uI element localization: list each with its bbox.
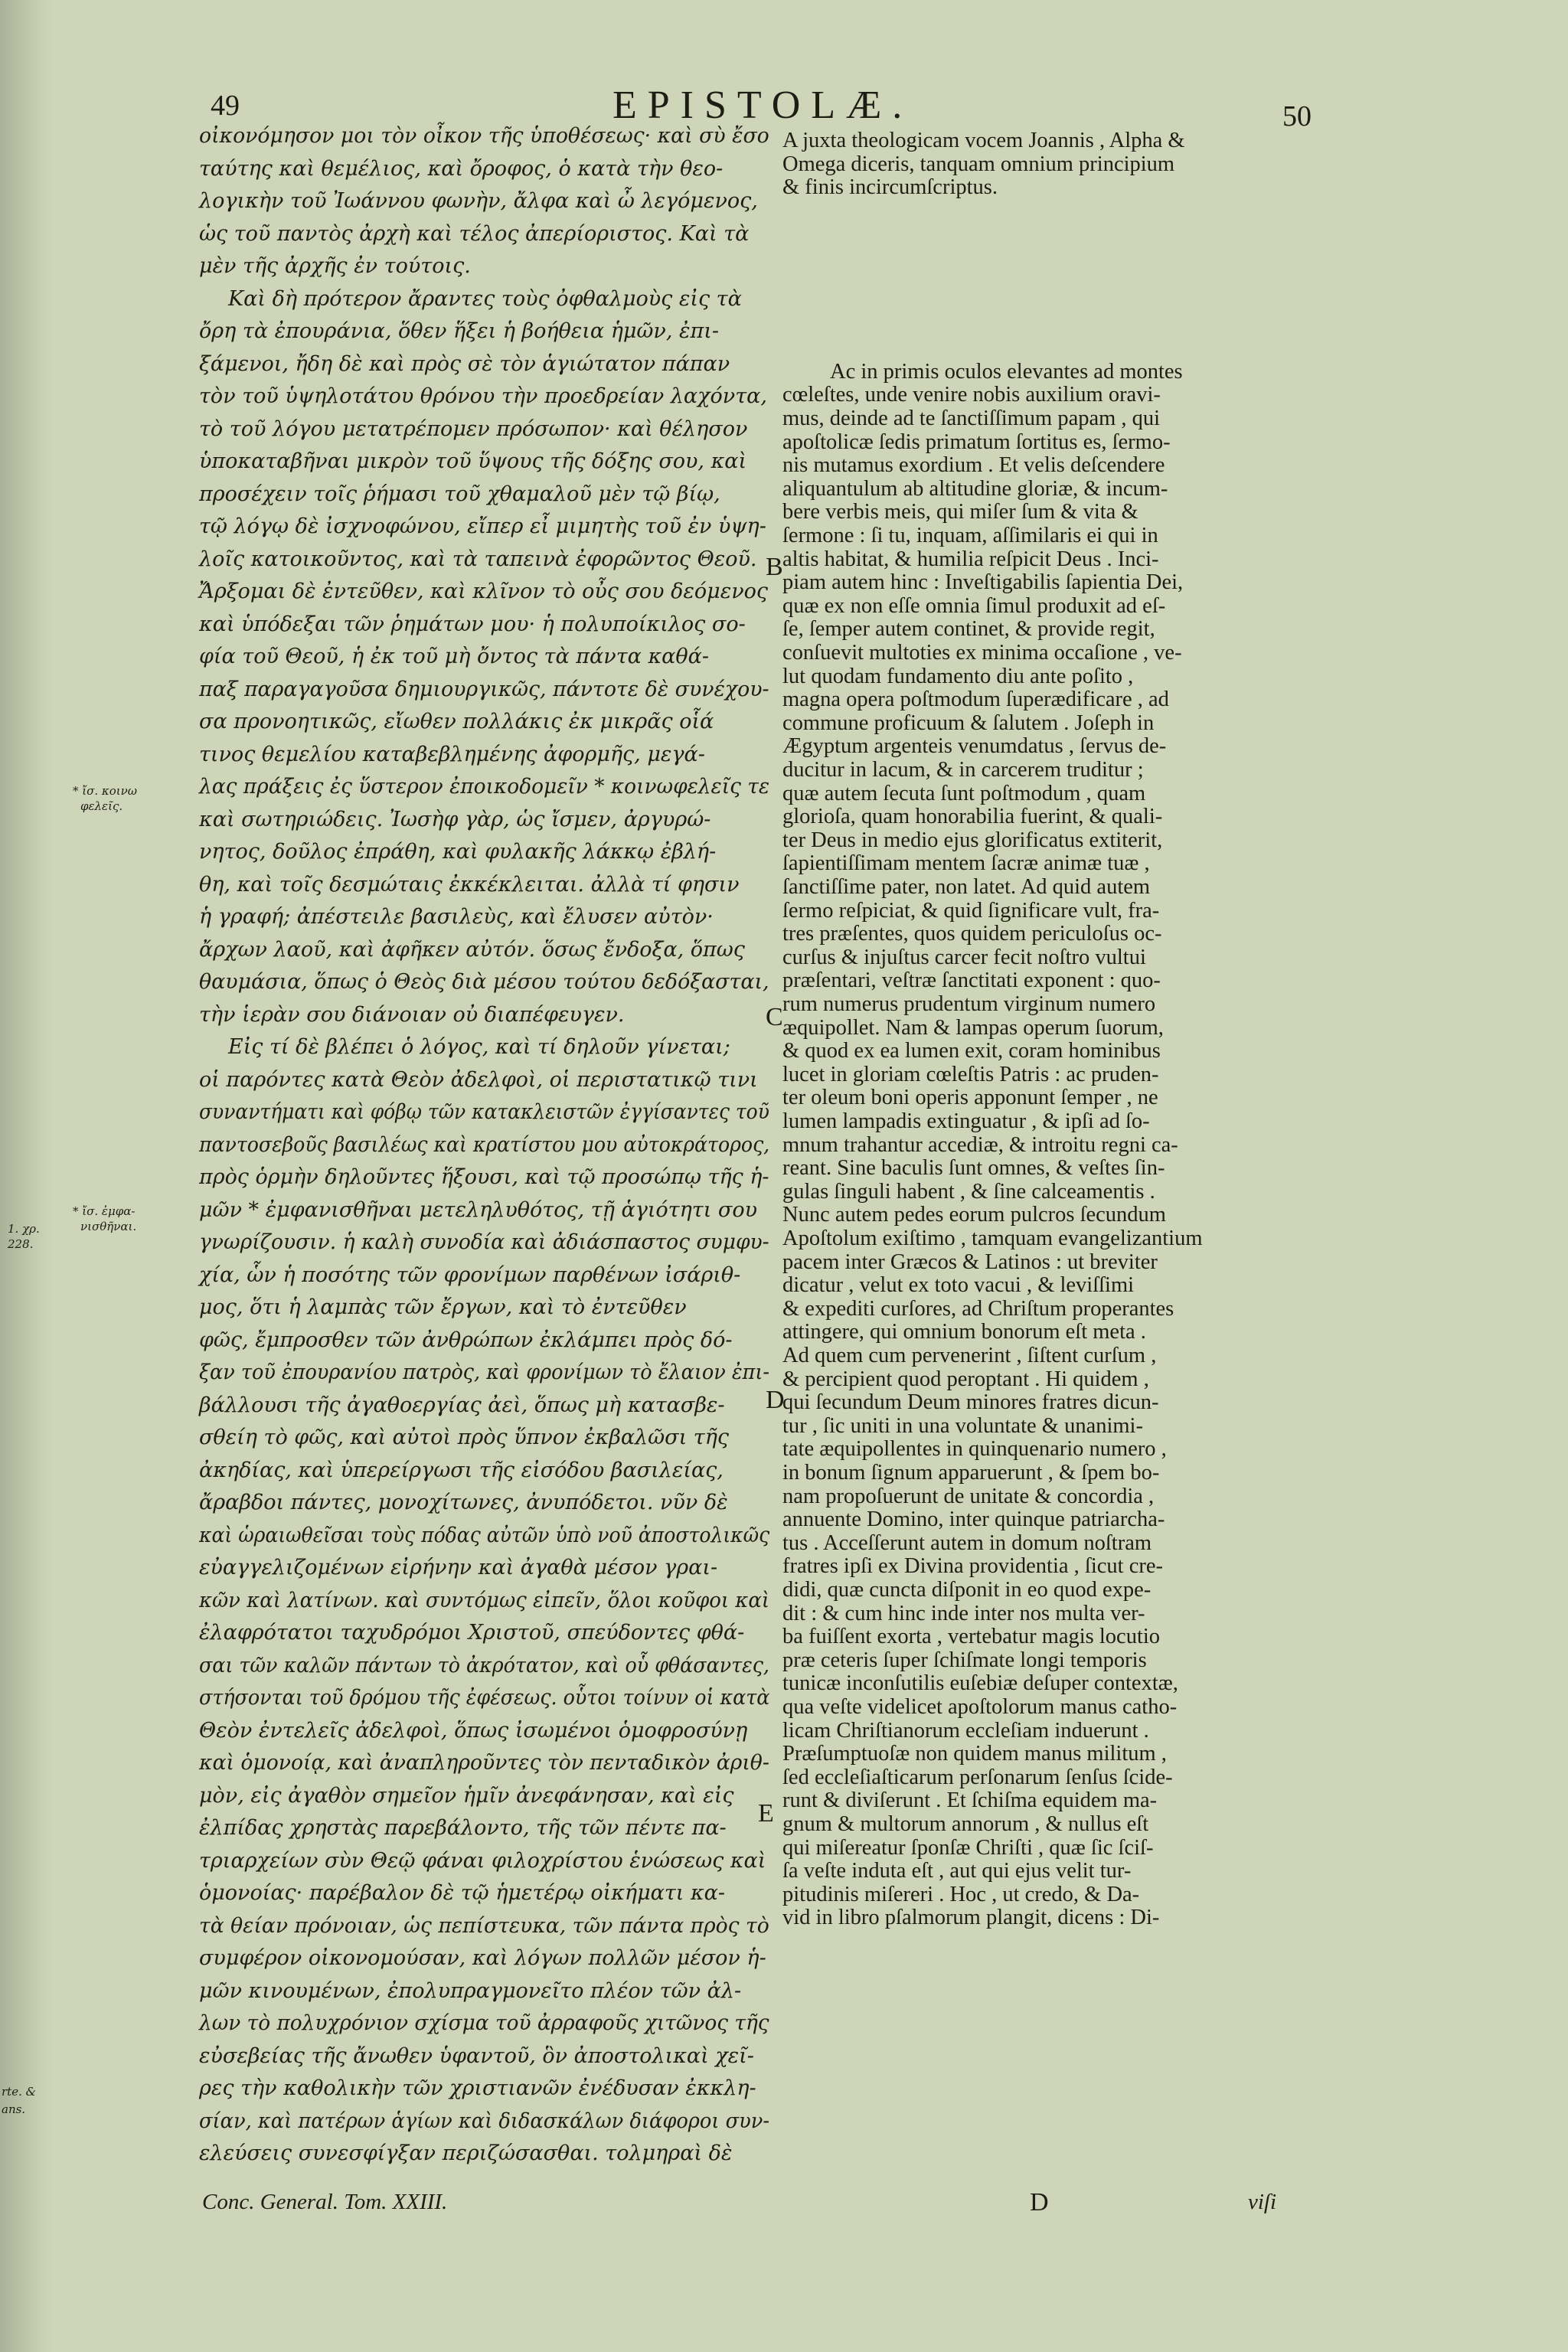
margin-note-variant-2b: νισθῆναι. (80, 1220, 137, 1233)
text-line: τριαρχείων σὺν Θεῷ φάναι φιλοχρίστου ἑνώσεως καὶ (199, 1848, 766, 1873)
running-head (0, 83, 1568, 132)
text-line: καὶ ὑπόδεξαι τῶν ῥημάτων μου· ἡ πολυποίκιλος σο- (199, 612, 746, 636)
text-line: τὴν ἱερὰν σου διάνοιαν οὐ διαπέφευγεν. (199, 1002, 625, 1027)
text-line: quæ ex non eſſe omnia ſimul produxit ad eſ- (782, 593, 1166, 618)
text-line: μῶν * ἐμφανισθῆναι μετεληλυθότος, τῇ ἁγιότητι σου (199, 1197, 757, 1222)
text-line: οἰκονόμησον μοι τὸν οἶκον τῆς ὑποθέσεως· καὶ σὺ ἔσο (199, 124, 769, 148)
text-line: didi, quæ cuncta diſponit in eo quod expe- (782, 1578, 1152, 1602)
text-line: λογικὴν τοῦ Ἰωάννου φωνὴν, ἄλφα καὶ ὦ λεγόμενος, (199, 189, 758, 213)
text-line: pacem inter Græcos & Latinos : ut breviter (782, 1250, 1158, 1274)
text-line: aliquantulum ab altitudine gloriæ, & incum- (782, 476, 1168, 501)
text-line: & percipient quod peroptant . Hi quidem , (782, 1367, 1149, 1391)
text-line: βάλλουσι τῆς ἀγαθοεργίας ἀεὶ, ὅπως μὴ κατασβε- (199, 1393, 725, 1417)
text-line: Ac in primis oculos elevantes ad montes (830, 359, 1183, 384)
text-line: τὰ θείαν πρόνοιαν, ὡς πεπίστευκα, τῶν πάντα πρὸς τὸ (199, 1913, 769, 1938)
text-line: ελεύσεις συνεσφίγξαν περιζώσασθαι. τολμηραὶ δὲ (199, 2141, 733, 2165)
text-line: lut quodam fundamento diu ante poſito , (782, 664, 1134, 688)
text-line: σα προνοητικῶς, εἴωθεν πολλάκις ἐκ μικρᾶς οἷά (199, 710, 714, 733)
text-line: μος, ὅτι ἡ λαμπὰς τῶν ἔργων, καὶ τὸ ἐντεῦθεν (199, 1295, 687, 1319)
text-line: reant. Sine baculis ſunt omnes, & veſtes ſin- (782, 1156, 1165, 1181)
book-spine-shadow (0, 0, 54, 2352)
text-line: ducitur in lacum, & in carcerem truditur ; (782, 758, 1144, 782)
text-line: συναντήματι καὶ φόβῳ τῶν κατακλειστῶν ἐγγίσαντες τοῦ (199, 1100, 769, 1124)
text-line: tunicæ inconſutilis euſebiæ deſuper contextæ, (782, 1671, 1178, 1696)
text-line: Ægyptum argenteis venumdatus , ſervus de- (782, 734, 1167, 759)
text-line: lucet in gloriam cœleſtis Patris : ac pruden- (782, 1062, 1159, 1086)
text-line: ἄραβδοι πάντες, μονοχίτωνες, ἀνυπόδετοι. νῦν δὲ (199, 1491, 728, 1514)
section-letter-c: C (766, 1003, 783, 1031)
text-line: dit : & cum hinc inde inter nos multa ver- (782, 1601, 1145, 1625)
text-line: συμφέρον οἰκονομούσαν, καὶ λόγων πολλῶν μέσον ἡ- (199, 1946, 766, 1970)
text-line: Omega diceris, tanquam omnium principium (782, 152, 1175, 176)
text-line: καὶ σωτηριώδεις. Ἰωσὴφ γὰρ, ὡς ἴσμεν, ἀργυρώ- (199, 807, 711, 831)
text-line: pitudinis miſereri . Hoc , ut credo, & Da- (782, 1882, 1140, 1906)
text-line: μῶν κινουμένων, ἐπολυπραγμονεῖτο πλέον τῶν ἀλ- (199, 1978, 742, 2003)
text-line: ὄρη τὰ ἐπουράνια, ὅθεν ἥξει ἡ βοήθεια ἡμῶν, ἐπι- (199, 319, 719, 343)
text-line: προσέχειν τοῖς ῥήμασι τοῦ χθαμαλοῦ μὲν τῷ βίῳ, (199, 482, 720, 506)
text-line: λοῖς κατοικοῦντος, καὶ τὰ ταπεινὰ ἐφορῶντος Θεοῦ. (199, 547, 757, 571)
text-line: σθείη τὸ φῶς, καὶ αὐτοὶ πρὸς ὕπνον ἐκβαλῶσι τῆς (199, 1426, 730, 1449)
text-line: fratres ipſi ex Divina providentia , ſicut cre- (782, 1554, 1163, 1579)
text-line: vid in libro pſalmorum plangit, dicens : Di- (782, 1906, 1160, 1930)
text-line: καὶ ὁμονοίᾳ, καὶ ἀναπληροῦντες τὸν πενταδικὸν ἀριθ- (199, 1751, 769, 1775)
text-line: qui ſecundum Deum minores fratres dicun- (782, 1390, 1159, 1415)
text-line: conſuevit multoties ex minima occaſione , ve- (782, 641, 1182, 665)
text-line: Ἄρξομαι δὲ ἐντεῦθεν, καὶ κλῖνον τὸ οὖς σου δεόμενος (199, 580, 768, 603)
text-line: tus . Acceſſerunt autem in domum noſtram (782, 1530, 1152, 1555)
page-number-left: 49 (211, 90, 240, 122)
text-line: θη, καὶ τοῖς δεσμώταις ἐκκέκλειται. ἀλλὰ τί φησιν (199, 872, 740, 897)
text-line: Καὶ δὴ πρότερον ἄραντες τοὺς ὀφθαλμοὺς εἰς τὰ (228, 286, 742, 311)
text-line: Nunc autem pedes eorum pulcros ſecundum (782, 1203, 1166, 1227)
text-line: ἐλπίδας χρηστὰς παρεβάλοντο, τῆς τῶν πέντε πα- (199, 1816, 727, 1840)
text-line: præ ceteris ſuper ſchiſmate longi temporis (782, 1648, 1147, 1672)
text-line: & finis incircumſcriptus. (782, 175, 998, 200)
text-line: ſanctiſſime pater, non latet. Ad quid autem (782, 875, 1151, 899)
text-line: dicatur , velut ex toto vacui , & leviſſimi (782, 1273, 1135, 1298)
text-line: æquipollet. Nam & lampas operum ſuorum, (782, 1015, 1164, 1040)
text-line: ὑποκαταβῆναι μικρὸν τοῦ ὕψους τῆς δόξης σου, καὶ (199, 449, 747, 473)
text-line: quæ autem ſecuta ſunt poſtmodum , quam (782, 781, 1146, 805)
text-line: ὡς τοῦ παντὸς ἀρχὴ καὶ τέλος ἀπερίοριστος. Καὶ τὰ (199, 221, 750, 246)
text-line: εὐσεβείας τῆς ἄνωθεν ὑφαντοῦ, ὃν ἀποστολικαὶ χεῖ- (199, 2043, 754, 2068)
text-line: cœleſtes, unde venire nobis auxilium oravi- (782, 383, 1161, 407)
text-line: σαι τῶν καλῶν πάντων τὸ ἀκρότατον, καὶ οὗ φθάσαντες, (199, 1653, 769, 1677)
text-line: τὸν τοῦ ὑψηλοτάτου θρόνου τὴν προεδρείαν λαχόντα, (199, 384, 767, 408)
text-line: lumen lampadis extinguatur , & ipſi ad ſo- (782, 1109, 1150, 1133)
text-line: ſermone : ſi tu, inquam, aſſimilaris ei qui in (782, 524, 1158, 547)
text-line: ba fuiſſent exorta , vertebatur magis locutio (782, 1625, 1161, 1649)
text-line: μὸν, εἰς ἀγαθὸν σημεῖον ἡμῖν ἀνεφάνησαν, καὶ εἰς (199, 1783, 734, 1808)
section-letter-d: D (766, 1386, 785, 1414)
text-line: πρὸς ὁρμὴν δηλοῦντες ἥξουσι, καὶ τῷ προσώπῳ τῆς ἡ- (199, 1165, 769, 1189)
text-line: commune proficuum & ſalutem . Joſeph in (782, 710, 1155, 735)
text-line: ρες τὴν καθολικὴν τῶν χριστιανῶν ἐνέδυσαν ἐκκλη- (199, 2076, 756, 2100)
text-line: χία, ὧν ἡ ποσότης τῶν φρονίμων παρθένων ἰσάριθ- (199, 1263, 741, 1287)
margin-note-cropped-b: ans. (2, 2102, 26, 2116)
text-line: licam Chriſtianorum eccleſiam induerunt . (782, 1718, 1149, 1743)
text-line: & quod ex ea lumen exit, coram hominibus (782, 1039, 1161, 1063)
text-line: κῶν καὶ λατίνων. καὶ συντόμως εἰπεῖν, ὅλοι κοῦφοι καὶ (199, 1588, 770, 1612)
text-line: piam autem hinc : Inveſtigabilis ſapientia Dei, (782, 570, 1184, 595)
section-letter-e: E (758, 1799, 774, 1828)
text-line: Εἰς τί δὲ βλέπει ὁ λόγος, καὶ τί δηλοῦν γίνεται; (228, 1035, 730, 1059)
text-line: μὲν τῆς ἀρχῆς ἐν τούτοις. (199, 254, 471, 278)
text-line: ſapientiſſimam mentem ſacræ animæ tuæ , (782, 851, 1150, 876)
text-line: tres præſentes, quos quidem periculoſus oc- (782, 922, 1162, 946)
text-line: οἱ παρόντες κατὰ Θεὸν ἀδελφοὶ, οἱ περιστατικῷ τινι (199, 1067, 758, 1092)
text-line: ταύτης καὶ θεμέλιος, καὶ ὄροφος, ὁ κατὰ τὴν θεο- (199, 156, 724, 181)
margin-note-variant-1b: φελεῖς. (80, 799, 123, 813)
text-line: in bonum ſignum apparuerunt , & ſpem bo- (782, 1461, 1160, 1485)
text-line: apoſtolicæ ſedis primatum ſortitus es, ſermo- (782, 430, 1171, 454)
footer-signature: Conc. General. Tom. XXIII. (202, 2190, 448, 2214)
margin-note-variant-2: * ἴσ. ἐμφα- (73, 1204, 136, 1218)
text-line: qui miſereatur ſponſæ Chriſti , quæ ſic ſciſ- (782, 1835, 1154, 1860)
text-line: γνωρίζουσιν. ἡ καλὴ συνοδία καὶ ἀδιάσπαστος συμφυ- (199, 1230, 769, 1254)
text-line: mnum trahantur accediæ, & introitu regni ca- (782, 1132, 1178, 1157)
text-line: qua veſte videlicet apoſtolorum manus catho- (782, 1695, 1178, 1719)
text-line: curſus & injuſtus carcer fecit noſtro vultui (782, 945, 1146, 969)
text-line: attingere, qui omnium bonorum eſt meta . (782, 1320, 1146, 1344)
text-line: & expediti curſores, ad Chriſtum properantes (782, 1296, 1174, 1321)
text-line: ſed eccleſiaſticarum perſonarum ſenſus ſcide- (782, 1765, 1173, 1789)
text-line: mus, deinde ad te ſanctiſſimum papam , qui (782, 407, 1161, 430)
text-line: rum numerus prudentum virginum numero (782, 992, 1156, 1016)
text-line: λων τὸ πολυχρόνιον σχίσμα τοῦ ἀρραφοῦς χιτῶνος τῆς (199, 2011, 769, 2035)
text-line: Apoſtolum exiſtimo , tamquam evangelizantium (782, 1227, 1203, 1250)
text-line: τῷ λόγῳ δὲ ἰσχνοφώνου, εἴπερ εἶ μιμητὴς τοῦ ἐν ὑψη- (199, 514, 766, 538)
text-line: ξάμενοι, ἤδη δὲ καὶ πρὸς σὲ τὸν ἁγιώτατον πάπαν (199, 351, 730, 376)
text-line: runt & diviſerunt . Et ſchiſma equidem ma- (782, 1788, 1158, 1813)
text-line: ξαν τοῦ ἐπουρανίου πατρὸς, καὶ φρονίμων τὸ ἔλαιον ἐπι- (199, 1361, 769, 1384)
text-line: ἀκηδίας, καὶ ὑπερείργωσι τῆς εἰσόδου βασιλείας, (199, 1458, 724, 1482)
text-line: gulas ſinguli habent , & ſine calceamentis . (782, 1179, 1155, 1204)
text-line: παντοσεβοῦς βασιλέως καὶ κρατίστου μου αὐτοκράτορος, (199, 1132, 770, 1157)
text-line: φία τοῦ Θεοῦ, ἡ ἐκ τοῦ μὴ ὄντος τὰ πάντα καθά- (199, 645, 709, 668)
text-line: tur , ſic uniti in una voluntate & unanimi- (782, 1413, 1143, 1438)
text-line: τινος θεμελίου καταβεβλημένης ἀφορμῆς, μεγά- (199, 742, 705, 766)
text-line: ὁμονοίας· παρέβαλον δὲ τῷ ἡμετέρῳ οἰκήματι κα- (199, 1881, 726, 1905)
text-line: nam propoſuerunt de unitate & concordia , (782, 1484, 1155, 1508)
signature-mark: D (1030, 2188, 1049, 2216)
margin-note-reference-b: 228. (8, 1237, 34, 1251)
text-line: tate æquipollentes in quinquenario numero , (782, 1437, 1167, 1462)
section-letter-b: B (766, 553, 783, 581)
text-line: φῶς, ἔμπροσθεν τῶν ἀνθρώπων ἐκλάμπει πρὸς δό- (199, 1328, 733, 1352)
page-number-right: 50 (1282, 100, 1312, 132)
text-line: bere verbis meis, qui miſer ſum & vita & (782, 500, 1138, 524)
catchword: viſi (1248, 2190, 1277, 2214)
text-line: ἡ γραφή; ἀπέστειλε βασιλεὺς, καὶ ἔλυσεν αὐτὸν· (199, 905, 714, 929)
text-line: ἐλαφρότατοι ταχυδρόμοι Χριστοῦ, σπεύδοντες φθά- (199, 1621, 745, 1645)
text-line: ſa veſte induta eſt , aut qui ejus velit tur- (782, 1859, 1132, 1883)
text-line: ſermo reſpiciat, & quid ſignificare vult, fra- (782, 898, 1160, 923)
text-line: λας πράξεις ἐς ὕστερον ἐποικοδομεῖν * κοινωφελεῖς τε (199, 775, 770, 799)
text-line: στήσονται τοῦ δρόμου τῆς ἐφέσεως. οὗτοι τοίνυν οἱ κατὰ (199, 1686, 770, 1710)
text-line: παξ παραγαγοῦσα δημιουργικῶς, πάντοτε δὲ συνέχου- (199, 677, 769, 701)
text-line: νητος, δοῦλος ἐπράθη, καὶ φυλακῆς λάκκῳ ἐβλή- (199, 840, 717, 864)
text-line: A juxta theologicam vocem Joannis , Alpha & (782, 129, 1185, 152)
text-line: τὸ τοῦ λόγου μετατρέπομεν πρόσωπον· καὶ θέλησον (199, 416, 748, 441)
page-title: EPISTOLÆ. (612, 83, 913, 127)
text-line: glorioſa, quam honorabilia fuerint, & quali- (782, 805, 1163, 829)
margin-note-variant-1: * ἴσ. κοινω (73, 784, 138, 798)
text-line: gnum & multorum annorum , & nullus eſt (782, 1812, 1149, 1836)
text-line: magna opera poſtmodum ſuperædificare , ad (782, 688, 1169, 712)
text-line: ter Deus in medio ejus glorificatus extiterit, (782, 828, 1163, 852)
text-line: ter oleum boni operis apponunt ſemper , ne (782, 1086, 1158, 1110)
text-line: annuente Domino, inter quinque patriarcha- (782, 1508, 1165, 1532)
text-line: θαυμάσια, ὅπως ὁ Θεὸς διὰ μέσου τούτου δεδόξασται, (199, 970, 769, 994)
text-line: Ad quem cum pervenerint , ſiſtent curſum , (782, 1344, 1157, 1367)
margin-note-reference: 1. χρ. (8, 1222, 40, 1236)
text-line: ſe, ſemper autem continet, & provide regit, (782, 617, 1155, 642)
text-line: Præſumptuoſæ non quidem manus militum , (782, 1742, 1167, 1766)
text-line: altis habitat, & humilia reſpicit Deus . Inci- (782, 547, 1159, 571)
margin-note-cropped: rte. & (2, 2085, 36, 2099)
text-line: nis mutamus exordium . Et velis deſcendere (782, 453, 1165, 478)
text-line: σίαν, καὶ πατέρων ἁγίων καὶ διδασκάλων διάφοροι συν- (199, 2109, 770, 2133)
text-line: præſentari, veſtræ ſanctitati exponent : quo- (782, 969, 1161, 993)
text-line: Θεὸν ἐντελεῖς ἀδελφοὶ, ὅπως ἰσωμένοι ὁμοφροσύνῃ (199, 1718, 748, 1743)
text-line: ἄρχων λαοῦ, καὶ ἀφῆκεν αὐτόν. ὅσως ἔνδοξα, ὅπως (199, 937, 745, 962)
text-line: εὐαγγελιζομένων εἰρήνην καὶ ἀγαθὰ μέσον γραι- (199, 1556, 718, 1579)
text-line: καὶ ὡραιωθεῖσαι τοὺς πόδας αὐτῶν ὑπὸ νοῦ ἀποστολικῶς (199, 1523, 770, 1547)
